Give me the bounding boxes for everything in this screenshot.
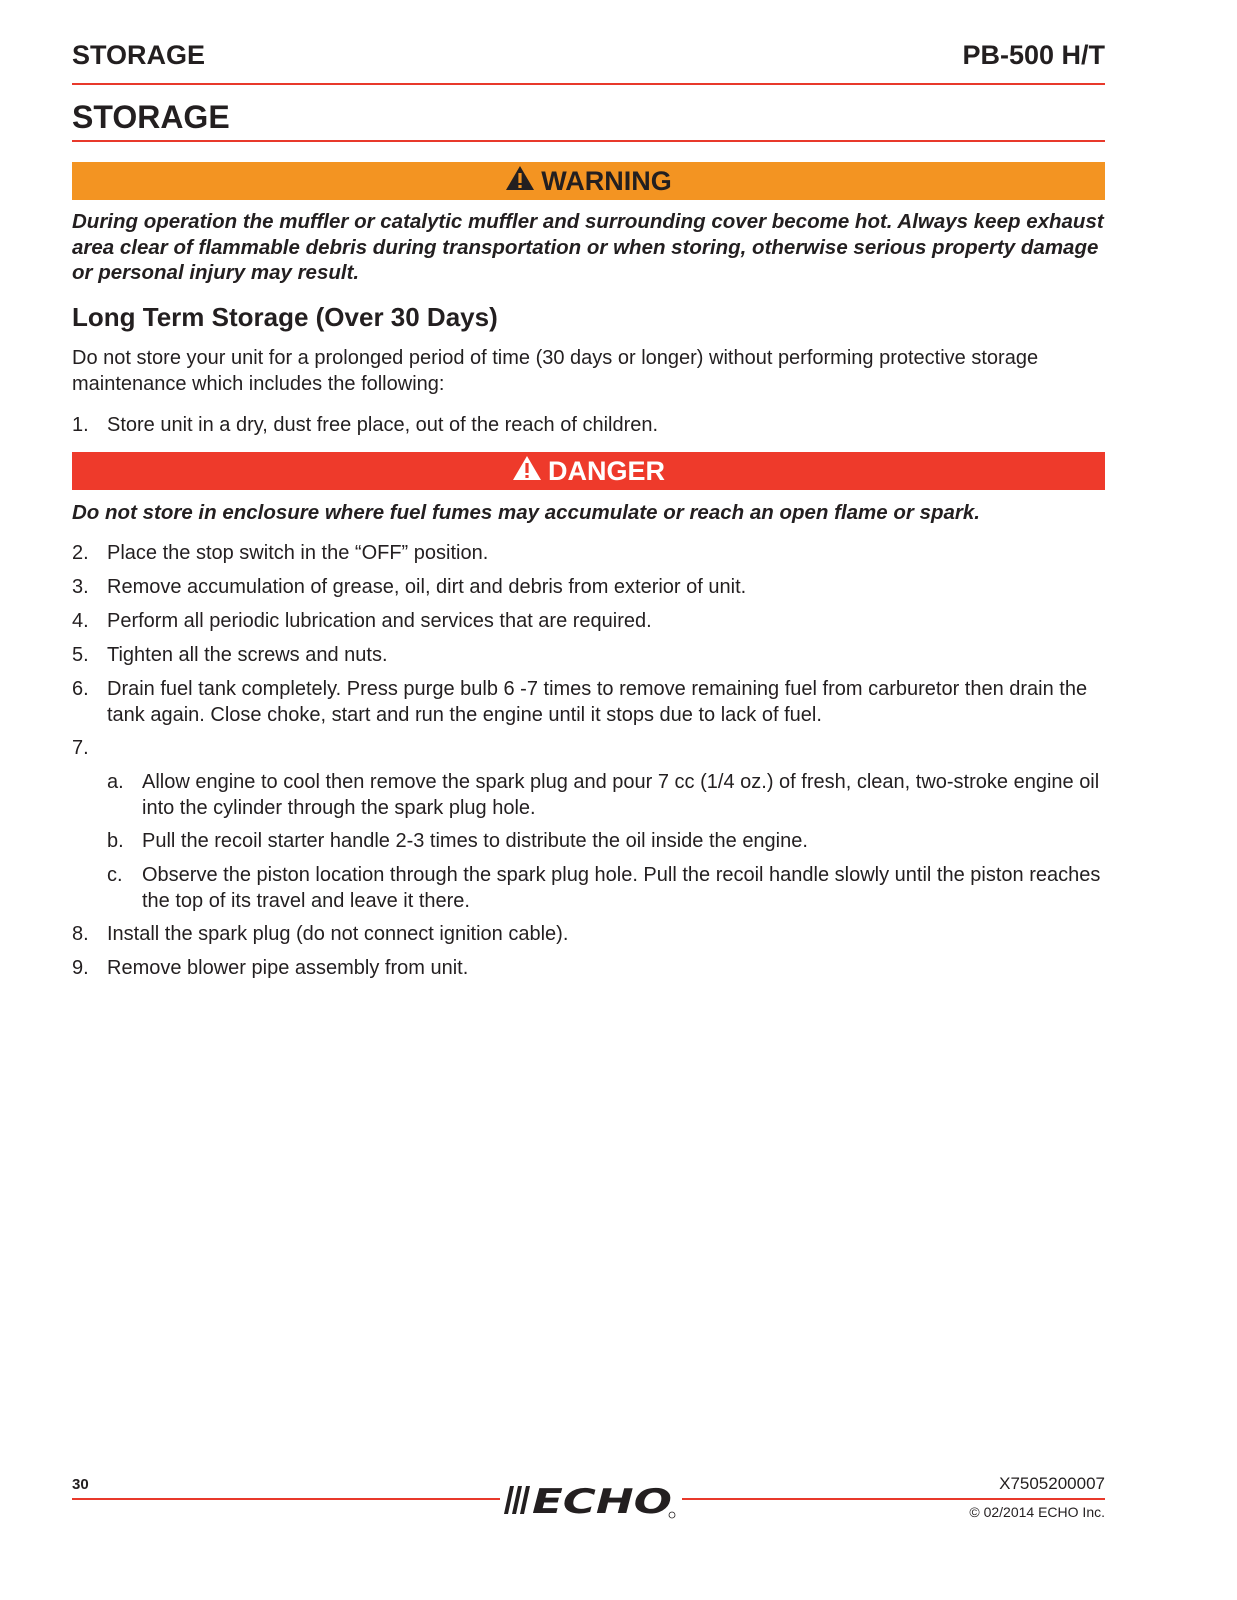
list-item-text: Tighten all the screws and nuts.	[107, 644, 388, 666]
footer-rule-right	[682, 1498, 1105, 1500]
header-model: PB-500 H/T	[962, 40, 1105, 70]
echo-logo-text: ECHO	[532, 1482, 672, 1520]
list-item-text: Remove accumulation of grease, oil, dirt and debris from exterior of unit.	[107, 576, 747, 598]
header-section-title: STORAGE	[72, 40, 206, 70]
section-heading: Long Term Storage (Over 30 Days)	[72, 302, 498, 332]
warning-banner	[72, 162, 1105, 200]
page-number: 30	[72, 1476, 89, 1493]
list-item-text: Perform all periodic lubrication and services that are required.	[107, 610, 652, 632]
page-title: STORAGE	[72, 99, 230, 135]
warning-triangle-icon	[505, 165, 535, 198]
danger-triangle-icon	[512, 455, 542, 488]
header-divider	[72, 83, 1105, 85]
list-item-text: Drain fuel tank completely. Press purge bulb 6 -7 times to remove remaining fuel from carburetor then drain the tank again. Close choke, start and run the engine until it stops due to lack of fuel.	[107, 678, 1088, 726]
list-item-number: 6.	[72, 678, 89, 700]
sub-list-item-text: Pull the recoil starter handle 2-3 times to distribute the oil inside the engine.	[142, 830, 808, 852]
danger-label: DANGER	[547, 455, 665, 486]
footer-rule-left	[72, 1498, 500, 1500]
warning-label: WARNING	[541, 165, 672, 196]
sub-list-item-letter: a.	[107, 771, 124, 793]
warning-text: During operation the muffler or catalytic muffler and surrounding cover become hot. Always keep exhaust area clear of flammable debris during transportation or when storing, otherwise serious property damage or personal injury may result.	[72, 210, 1104, 284]
sub-list-item-letter: b.	[107, 830, 124, 852]
echo-logo	[500, 1480, 682, 1525]
copyright: © 02/2014 ECHO Inc.	[969, 1504, 1105, 1520]
document-number: X7505200007	[999, 1474, 1105, 1493]
list-item-number: 4.	[72, 610, 89, 632]
list-item-number: 1.	[72, 414, 89, 436]
danger-banner	[72, 452, 1105, 490]
intro-paragraph: Do not store your unit for a prolonged period of time (30 days or longer) without performing protective storage maintenance which includes the following:	[72, 347, 1039, 395]
list-item-number: 8.	[72, 923, 89, 945]
sub-list-item-text: Allow engine to cool then remove the spark plug and pour 7 cc (1/4 oz.) of fresh, clean, two-stroke engine oil into the cylinder through the spark plug hole.	[142, 771, 1100, 819]
list-item-number: 3.	[72, 576, 89, 598]
list-item-text: Install the spark plug (do not connect ignition cable).	[107, 923, 569, 945]
title-divider	[72, 140, 1105, 142]
sub-list-item-letter: c.	[107, 864, 123, 886]
list-item-number: 7.	[72, 737, 89, 759]
list-item-text: Store unit in a dry, dust free place, out of the reach of children.	[107, 414, 659, 436]
danger-text: Do not store in enclosure where fuel fumes may accumulate or reach an open flame or spark.	[72, 501, 980, 524]
list-item-number: 9.	[72, 957, 89, 979]
list-item-number: 5.	[72, 644, 89, 666]
list-item-text: Place the stop switch in the “OFF” position.	[107, 542, 489, 564]
list-item-number: 2.	[72, 542, 89, 564]
sub-list-item-text: Observe the piston location through the spark plug hole. Pull the recoil handle slowly until the piston reaches the top of its travel and leave it there.	[142, 864, 1101, 912]
list-item-text: Remove blower pipe assembly from unit.	[107, 957, 469, 979]
